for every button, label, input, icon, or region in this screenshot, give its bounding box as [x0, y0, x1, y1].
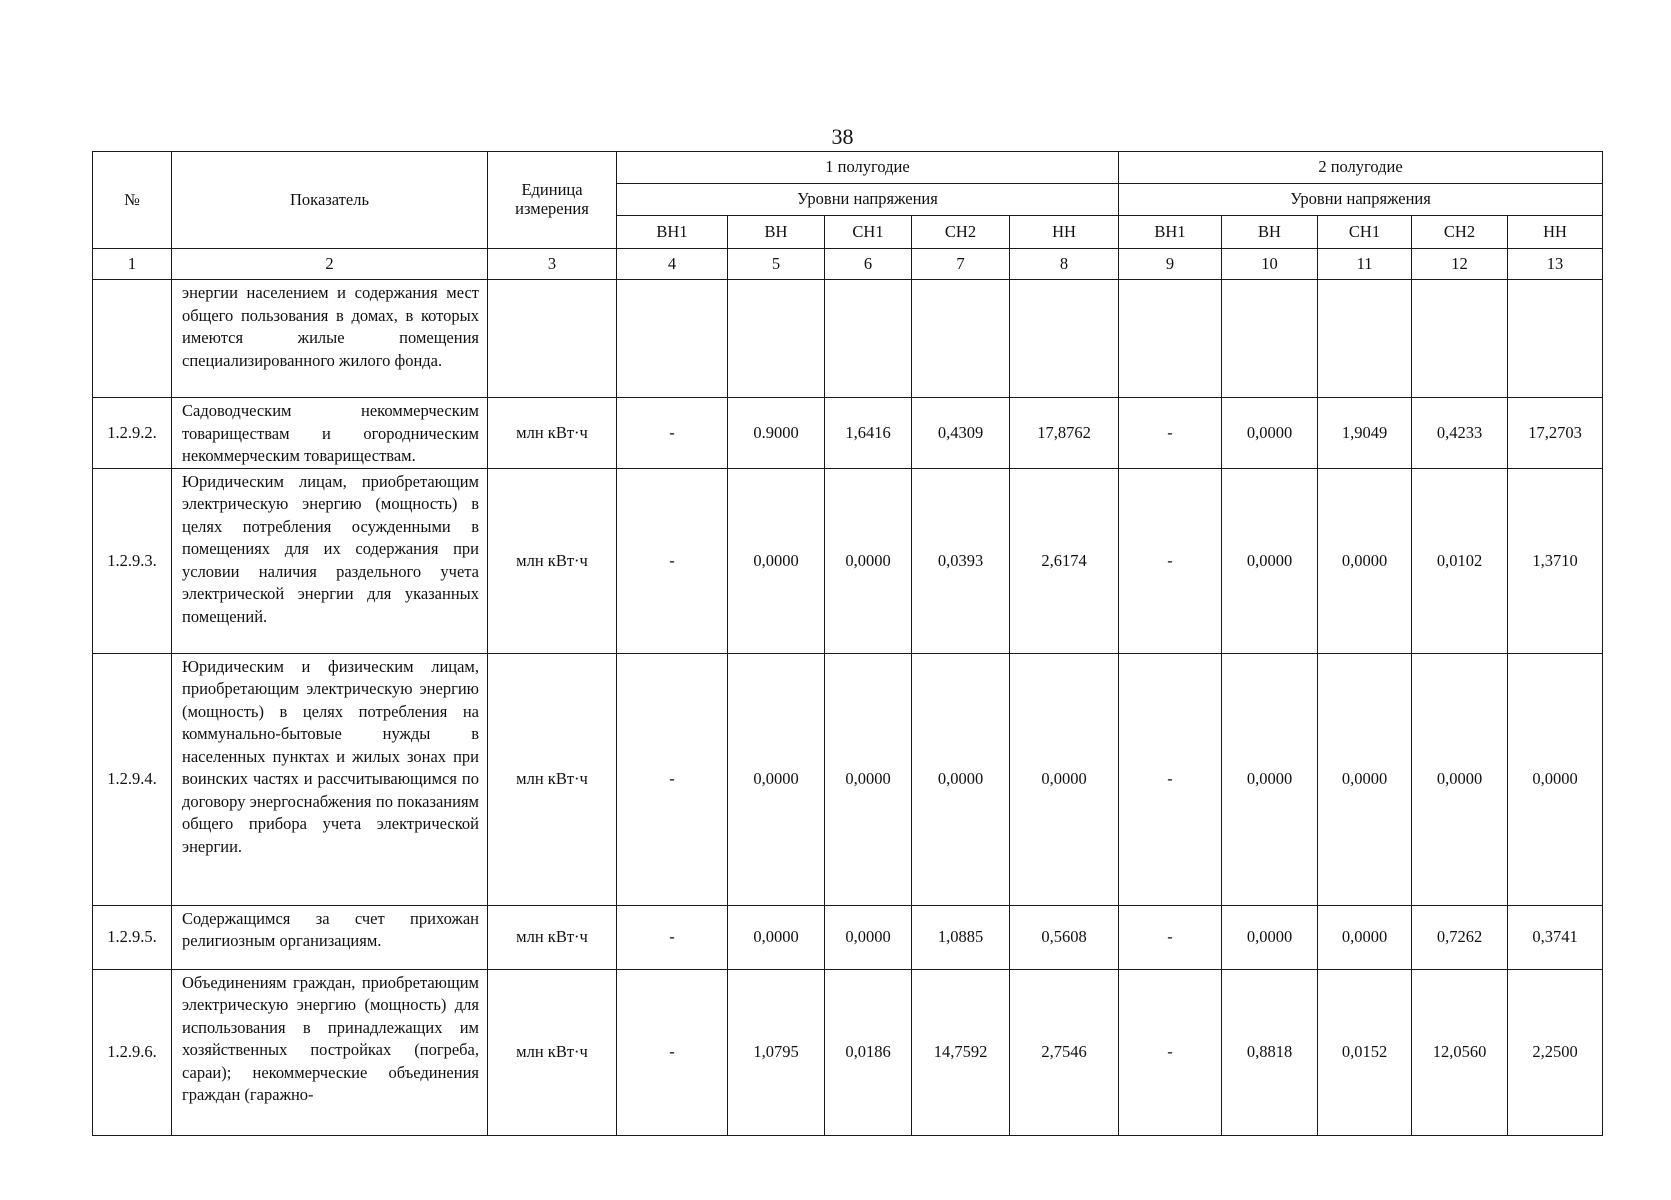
table-row [93, 653, 1603, 905]
value-cell: 12,0560 [1412, 969, 1508, 1135]
column-number: 5 [728, 249, 825, 280]
column-number: 11 [1318, 249, 1412, 280]
header-no: № [93, 152, 172, 249]
column-number: 7 [912, 249, 1010, 280]
value-cell [1318, 280, 1412, 398]
value-cell: 0,0000 [1318, 468, 1412, 653]
row-indicator: Юридическим лицам, приобретающим электрическую энергию (мощность) в целях потребления осужденными в помещениях для их содержания при условии наличия раздельного учета электрической энергии для указанных помещений. [172, 468, 488, 653]
column-number: 9 [1119, 249, 1222, 280]
column-number: 13 [1508, 249, 1603, 280]
value-cell [912, 280, 1010, 398]
column-number: 3 [488, 249, 617, 280]
row-indicator: Объединениям граждан, приобретающим электрическую энергию (мощность) для использования в принадлежащих им хозяйственных постройках (погреба, сараи); некоммерческие объединения граждан (гаражно- [172, 969, 488, 1135]
value-cell: 0,0000 [1010, 653, 1119, 905]
value-cell: 2,6174 [1010, 468, 1119, 653]
row-unit: млн кВт·ч [488, 905, 617, 969]
column-number: 10 [1222, 249, 1318, 280]
column-number: 4 [617, 249, 728, 280]
table-row [93, 969, 1603, 1135]
value-cell: - [617, 969, 728, 1135]
value-cell: 0,0000 [1318, 653, 1412, 905]
header-level: НН [1508, 216, 1603, 249]
row-indicator: энергии населением и содержания мест общего пользования в домах, в которых имеются жилые помещения специализированного жилого фонда. [172, 280, 488, 398]
column-number: 2 [172, 249, 488, 280]
value-cell: 0,0000 [825, 468, 912, 653]
value-cell: 1,0885 [912, 905, 1010, 969]
value-cell: - [617, 398, 728, 469]
indicators-table [92, 151, 1603, 1136]
column-number: 1 [93, 249, 172, 280]
value-cell: 17,8762 [1010, 398, 1119, 469]
value-cell: 0,0000 [1222, 468, 1318, 653]
value-cell: 0,0000 [1222, 398, 1318, 469]
table-row [93, 468, 1603, 653]
value-cell [1508, 280, 1603, 398]
value-cell: 2,2500 [1508, 969, 1603, 1135]
value-cell [1412, 280, 1508, 398]
header-level: СН1 [1318, 216, 1412, 249]
header-level: ВН1 [1119, 216, 1222, 249]
header-level: СН1 [825, 216, 912, 249]
value-cell [1010, 280, 1119, 398]
column-number: 12 [1412, 249, 1508, 280]
row-indicator: Содержащимся за счет прихожан религиозным организациям. [172, 905, 488, 969]
value-cell: - [1119, 398, 1222, 469]
value-cell: 1,0795 [728, 969, 825, 1135]
header-unit: Единица измерения [488, 152, 617, 249]
value-cell: 0,0000 [1318, 905, 1412, 969]
header-level: СН2 [912, 216, 1010, 249]
value-cell: 0,0102 [1412, 468, 1508, 653]
column-number: 6 [825, 249, 912, 280]
value-cell [1222, 280, 1318, 398]
value-cell: 14,7592 [912, 969, 1010, 1135]
value-cell [728, 280, 825, 398]
row-number: 1.2.9.5. [93, 905, 172, 969]
page-number: 38 [831, 124, 854, 149]
value-cell: 17,2703 [1508, 398, 1603, 469]
value-cell: - [617, 468, 728, 653]
row-number: 1.2.9.3. [93, 468, 172, 653]
value-cell: 0,0000 [728, 653, 825, 905]
header-half-1: 1 полугодие [617, 152, 1119, 184]
value-cell: - [1119, 653, 1222, 905]
value-cell: 0,0000 [1222, 905, 1318, 969]
header-voltage-levels-2: Уровни напряжения [1119, 184, 1603, 216]
row-unit: млн кВт·ч [488, 653, 617, 905]
value-cell: 0,3741 [1508, 905, 1603, 969]
row-number: 1.2.9.6. [93, 969, 172, 1135]
header-half-2: 2 полугодие [1119, 152, 1603, 184]
value-cell [1119, 280, 1222, 398]
value-cell: 0,7262 [1412, 905, 1508, 969]
value-cell: 1,6416 [825, 398, 912, 469]
table-row [93, 280, 1603, 398]
value-cell: 1,3710 [1508, 468, 1603, 653]
header-level: ВН [728, 216, 825, 249]
value-cell [825, 280, 912, 398]
value-cell: - [617, 905, 728, 969]
value-cell: 0,0000 [825, 905, 912, 969]
value-cell: 0,0000 [1508, 653, 1603, 905]
row-number: 1.2.9.4. [93, 653, 172, 905]
value-cell: 0,0393 [912, 468, 1010, 653]
row-unit [488, 280, 617, 398]
header-level: НН [1010, 216, 1119, 249]
value-cell: - [1119, 969, 1222, 1135]
header-row-1 [93, 152, 1603, 184]
value-cell: - [1119, 468, 1222, 653]
header-level: ВН [1222, 216, 1318, 249]
column-number: 8 [1010, 249, 1119, 280]
table-row [93, 398, 1603, 469]
value-cell: 0,0000 [1412, 653, 1508, 905]
value-cell: 0,0186 [825, 969, 912, 1135]
value-cell: 0,0000 [912, 653, 1010, 905]
column-numbers-row [93, 249, 1603, 280]
value-cell: 0.9000 [728, 398, 825, 469]
value-cell: 1,9049 [1318, 398, 1412, 469]
value-cell: 0,0000 [728, 468, 825, 653]
row-number: 1.2.9.2. [93, 398, 172, 469]
row-unit: млн кВт·ч [488, 398, 617, 469]
value-cell: 0,0000 [1222, 653, 1318, 905]
value-cell: 0,0000 [728, 905, 825, 969]
row-indicator: Юридическим и физическим лицам, приобретающим электрическую энергию (мощность) в целях потребления на коммунально-бытовые нужды в населенных пунктах и жилых зонах при воинских частях и рассчитывающимся по договору энергоснабжения по показаниям общего прибора учета электрической энергии. [172, 653, 488, 905]
value-cell [617, 280, 728, 398]
row-number [93, 280, 172, 398]
row-unit: млн кВт·ч [488, 468, 617, 653]
header-voltage-levels-1: Уровни напряжения [617, 184, 1119, 216]
value-cell: - [1119, 905, 1222, 969]
header-level: ВН1 [617, 216, 728, 249]
value-cell: 0,0152 [1318, 969, 1412, 1135]
header-level: СН2 [1412, 216, 1508, 249]
row-indicator: Садоводческим некоммерческим товариществам и огородническим некоммерческим товариществам. [172, 398, 488, 469]
value-cell: 0,4309 [912, 398, 1010, 469]
value-cell: 2,7546 [1010, 969, 1119, 1135]
value-cell: - [617, 653, 728, 905]
table-row [93, 905, 1603, 969]
value-cell: 0,0000 [825, 653, 912, 905]
header-indicator: Показатель [172, 152, 488, 249]
value-cell: 0,4233 [1412, 398, 1508, 469]
row-unit: млн кВт·ч [488, 969, 617, 1135]
value-cell: 0,5608 [1010, 905, 1119, 969]
value-cell: 0,8818 [1222, 969, 1318, 1135]
